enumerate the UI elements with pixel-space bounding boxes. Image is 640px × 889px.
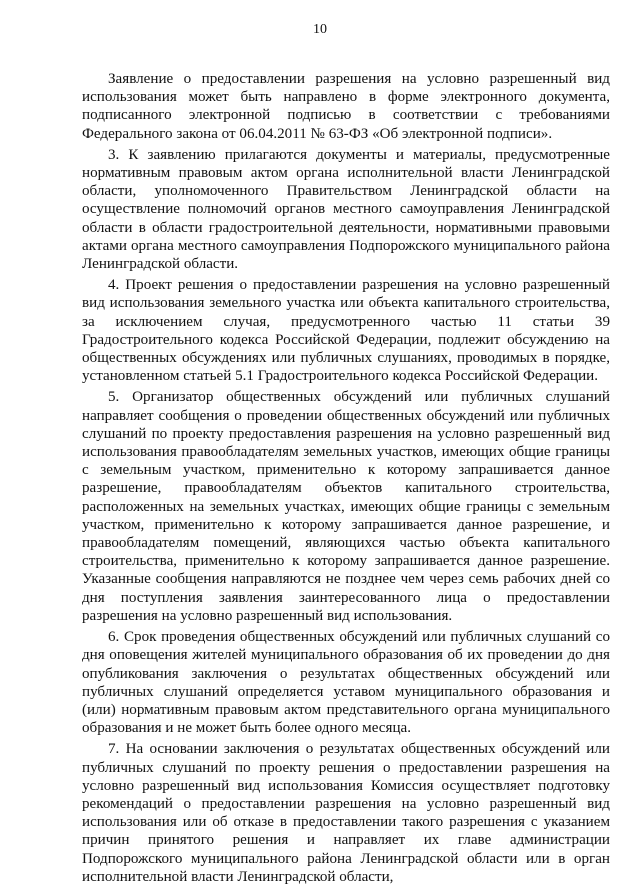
paragraph-5: 5. Организатор общественных обсуждений или публичных слушаний направляет сообщения о проведении общественных обсуждений или публичных слушаний по проекту предоставления разрешения на условно разрешенный вид использования правообладателям земельных участков, имеющих общие границы с земельным участком, применительно к которому запрашивается данное разрешение, правообладателям объектов капитального строительства, расположенных на земельных участках, имеющих общие границы с земельным участком, применительно к которому запрашивается данное разрешение, и правообладателям помещений, являющихся частью объекта капитального строительства, применительно к которому запрашивается данное разрешение. Указанные сообщения направляются не позднее чем через семь рабочих дней со дня поступления заявления заинтересованного лица о предоставлении разрешения на условно разрешенный вид использования.	[82, 389, 610, 624]
paragraph-6: 6. Срок проведения общественных обсуждений или публичных слушаний со дня оповещения жителей муниципального образования об их проведении до дня опубликования заключения о результатах общественных обсуждений или публичных слушаний определяется уставом муниципального образования и (или) нормативным правовым актом представительного органа муниципального образования и не может быть более одного месяца.	[82, 629, 610, 737]
paragraph-3: 3. К заявлению прилагаются документы и материалы, предусмотренные нормативным правовым актом органа исполнительной власти Ленинградской области, уполномоченного Правительством Ленинградской области на осуществление полномочий органов местного самоуправления Ленинградской области в области градостроительной деятельности, нормативными правовыми актами органа местного самоуправления Подпорожского муниципального района Ленинградской области.	[82, 146, 610, 273]
document-body	[82, 70, 610, 889]
paragraph-electronic-application: Заявление о предоставлении разрешения на условно разрешенный вид использования может быть направлено в форме электронного документа, подписанного электронной подписью в соответствии с требованиями Федерального закона от 06.04.2011 № 63-ФЗ «Об электронной подписи».	[82, 71, 610, 142]
paragraph-4: 4. Проект решения о предоставлении разрешения на условно разрешенный вид использования земельного участка или объекта капитального строительства, за исключением случая, предусмотренного частью 11 статьи 39 Градостроительного кодекса Российской Федерации, подлежит обсуждению на общественных обсуждениях или публичных слушаниях, проводимых в порядке, установленном статьей 5.1 Градостроительного кодекса Российской Федерации.	[82, 277, 610, 385]
page-number: 10	[313, 22, 327, 37]
paragraph-7: 7. На основании заключения о результатах общественных обсуждений или публичных слушаний по проекту решения о предоставлении разрешения на условно разрешенный вид использования Комиссия осуществляет подготовку рекомендаций о предоставлении разрешения на условно разрешенный вид использования или об отказе в предоставлении такого разрешения с указанием причин принятого решения и направляет их главе администрации Подпорожского муниципального района Ленинградской области или в орган исполнительной власти Ленинградской области,	[82, 741, 610, 885]
